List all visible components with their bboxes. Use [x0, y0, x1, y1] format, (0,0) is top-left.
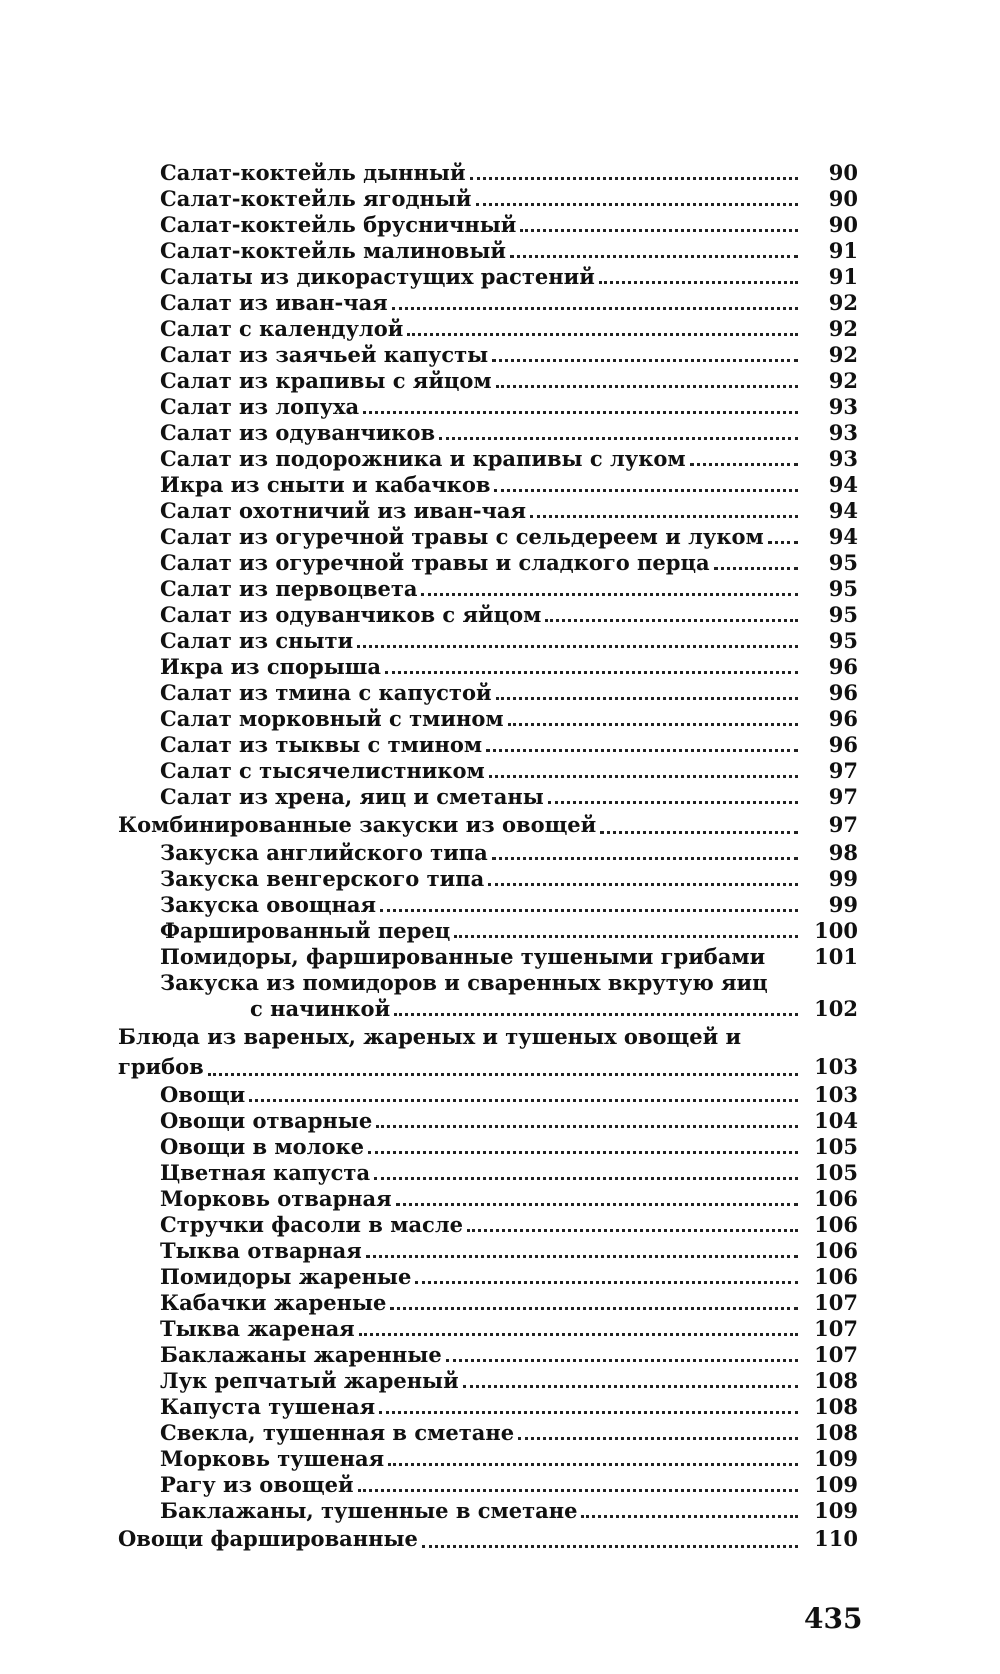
dot-leader	[518, 1427, 798, 1440]
toc-entry	[118, 918, 858, 944]
toc-entry-title: Помидоры жареные	[160, 1264, 412, 1289]
toc-entry	[118, 576, 858, 602]
toc-entry-title: Салат из первоцвета	[160, 576, 418, 601]
toc-entry-title: Лук репчатый жареный	[160, 1368, 459, 1393]
toc-entry-title: Рагу из овощей	[160, 1472, 354, 1497]
dot-leader	[492, 847, 798, 860]
dot-leader	[392, 297, 798, 310]
toc-entry-title: Морковь отварная	[160, 1186, 392, 1211]
toc-entry	[118, 1368, 858, 1394]
toc-entry-title: Салат-коктейль ягодный	[160, 186, 472, 211]
toc-entry-page: 103	[814, 1082, 858, 1107]
dot-leader	[446, 1349, 798, 1362]
toc-entry-title: Овощи отварные	[160, 1108, 373, 1133]
toc-entry-page: 106	[814, 1186, 858, 1211]
toc-entry-title: Тыква отварная	[160, 1238, 362, 1263]
toc-entry-title: Салат с тысячелистником	[160, 758, 485, 783]
toc-entry-page: 101	[814, 944, 858, 969]
toc-entry	[118, 944, 858, 970]
toc-entry-page: 105	[814, 1134, 858, 1159]
dot-leader	[407, 323, 798, 336]
toc-section-heading-continuation	[118, 1052, 858, 1082]
toc-entry-page: 106	[814, 1264, 858, 1289]
toc-entry	[118, 892, 858, 918]
dot-leader	[379, 1401, 798, 1414]
toc-entry-page: 90	[828, 160, 858, 185]
toc-entry-page: 91	[828, 264, 858, 289]
toc-entry-page: 97	[828, 758, 858, 783]
toc-entry	[118, 1316, 858, 1342]
toc-entry-page: 95	[828, 628, 858, 653]
dot-leader	[494, 479, 798, 492]
toc-entry-page: 109	[814, 1498, 858, 1523]
toc-entry-page: 99	[828, 892, 858, 917]
toc-entry-title: Салат из тыквы с тмином	[160, 732, 483, 757]
toc-entry	[118, 1498, 858, 1524]
toc-entry-title: Салат из крапивы с яйцом	[160, 368, 492, 393]
toc-entry-page: 103	[814, 1054, 858, 1079]
dot-leader	[249, 1089, 798, 1102]
toc-entry	[118, 970, 858, 996]
toc-entry-page: 107	[814, 1342, 858, 1367]
toc-entry-page: 104	[814, 1108, 858, 1133]
toc-entry-page: 99	[828, 866, 858, 891]
toc-entry-title: Салат-коктейль малиновый	[160, 238, 506, 263]
toc-entry-page: 92	[828, 342, 858, 367]
toc-entry-title: Стручки фасоли в масле	[160, 1212, 464, 1237]
dot-leader	[388, 1453, 798, 1466]
toc-entry-title: Салат из одуванчиков с яйцом	[160, 602, 542, 627]
dot-leader	[530, 505, 798, 518]
dot-leader	[476, 193, 798, 206]
toc-entry-title: Салат из подорожника и крапивы с луком	[160, 446, 686, 471]
toc-entry-title: Салат с календулой	[160, 316, 404, 341]
toc-entry	[118, 498, 858, 524]
toc-entry	[118, 840, 858, 866]
toc-entry-page: 97	[828, 784, 858, 809]
toc-entry	[118, 1160, 858, 1186]
dot-leader	[415, 1271, 798, 1284]
dot-leader	[492, 349, 798, 362]
toc-entry	[118, 866, 858, 892]
toc-entry-title: Салат охотничий из иван-чая	[160, 498, 527, 523]
toc-entry-page: 91	[828, 238, 858, 263]
toc-entry-title: Салат-коктейль брусничный	[160, 212, 517, 237]
dot-leader	[467, 1219, 798, 1232]
dot-leader	[390, 1297, 798, 1310]
toc-entry-page: 96	[828, 732, 858, 757]
toc-entry-title-continued: с начинкой	[250, 996, 391, 1021]
toc-entry	[118, 1082, 858, 1108]
dot-leader	[439, 427, 798, 440]
toc-entry-title: Морковь тушеная	[160, 1446, 385, 1471]
toc-entry-title: Закуска из помидоров и сваренных вкрутую яиц	[160, 970, 768, 995]
toc-entry-title: Салат из иван-чая	[160, 290, 388, 315]
toc-entry	[118, 654, 858, 680]
toc-entry-title: Салат из лопуха	[160, 394, 360, 419]
dot-leader	[545, 609, 798, 622]
toc-entry	[118, 1238, 858, 1264]
toc-section-heading	[118, 1022, 858, 1052]
toc-entry	[118, 602, 858, 628]
toc-entry	[118, 1446, 858, 1472]
toc-entry-page: 93	[828, 420, 858, 445]
toc-section-heading	[118, 810, 858, 840]
toc-entry-title: Комбинированные закуски из овощей	[118, 812, 597, 837]
toc-entry-page: 96	[828, 706, 858, 731]
toc-entry-title-continued: грибов	[118, 1054, 204, 1079]
toc-entry	[118, 550, 858, 576]
toc-entry-continuation	[118, 996, 858, 1022]
toc-entry-title: Салат из сныти	[160, 628, 354, 653]
dot-leader	[489, 765, 798, 778]
dot-leader	[488, 873, 798, 886]
toc-entry-page: 94	[828, 472, 858, 497]
toc-entry	[118, 758, 858, 784]
toc-entry-page: 95	[828, 550, 858, 575]
toc-entry	[118, 1134, 858, 1160]
dot-leader	[548, 791, 798, 804]
toc-entry-page: 97	[828, 812, 858, 837]
toc-entry-title: Овощи фаршированные	[118, 1526, 418, 1551]
toc-entry-page: 109	[814, 1472, 858, 1497]
toc-entry-title: Салат из огуречной травы и сладкого перца	[160, 550, 710, 575]
dot-leader	[486, 739, 798, 752]
toc-entry-page: 92	[828, 368, 858, 393]
dot-leader	[374, 1167, 798, 1180]
dot-leader	[600, 821, 798, 834]
toc-entry-page: 108	[814, 1420, 858, 1445]
toc-entry-page: 98	[828, 840, 858, 865]
toc-entry	[118, 472, 858, 498]
toc-entry	[118, 1472, 858, 1498]
toc-entry-page: 92	[828, 290, 858, 315]
toc-entry	[118, 238, 858, 264]
toc-entry-page: 106	[814, 1212, 858, 1237]
dot-leader	[510, 245, 798, 258]
table-of-contents	[118, 160, 858, 1554]
toc-entry-title: Икра из сныти и кабачков	[160, 472, 491, 497]
dot-leader	[422, 1535, 798, 1548]
dot-leader	[358, 1479, 798, 1492]
dot-leader	[385, 661, 798, 674]
toc-entry-title: Капуста тушеная	[160, 1394, 376, 1419]
dot-leader	[394, 1003, 798, 1016]
toc-entry	[118, 446, 858, 472]
dot-leader	[470, 167, 798, 180]
toc-entry	[118, 680, 858, 706]
toc-entry	[118, 368, 858, 394]
dot-leader	[357, 635, 798, 648]
toc-entry-title: Салат-коктейль дынный	[160, 160, 466, 185]
dot-leader	[581, 1505, 798, 1518]
toc-entry-title: Помидоры, фаршированные тушеными грибами	[160, 944, 766, 969]
dot-leader	[496, 375, 798, 388]
toc-entry	[118, 212, 858, 238]
dot-leader	[359, 1323, 798, 1336]
toc-entry	[118, 160, 858, 186]
toc-entry-page: 93	[828, 446, 858, 471]
toc-entry-page: 102	[814, 996, 858, 1021]
toc-entry-page: 95	[828, 576, 858, 601]
dot-leader	[768, 531, 798, 544]
toc-entry	[118, 628, 858, 654]
toc-entry-title: Салат из заячьей капусты	[160, 342, 489, 367]
dot-leader	[520, 219, 798, 232]
dot-leader	[363, 401, 798, 414]
toc-entry	[118, 1342, 858, 1368]
toc-entry-page: 90	[828, 186, 858, 211]
toc-entry-title: Салат из тмина с капустой	[160, 680, 492, 705]
toc-entry-title: Салат из огуречной травы с сельдереем и луком	[160, 524, 764, 549]
toc-entry-title: Тыква жареная	[160, 1316, 355, 1341]
toc-entry-page: 100	[814, 918, 858, 943]
toc-entry-page: 96	[828, 680, 858, 705]
toc-entry	[118, 1394, 858, 1420]
dot-leader	[454, 925, 798, 938]
toc-entry-page: 108	[814, 1394, 858, 1419]
toc-entry	[118, 1212, 858, 1238]
toc-entry-page: 107	[814, 1316, 858, 1341]
toc-entry-title: Фаршированный перец	[160, 918, 451, 943]
toc-entry-page: 95	[828, 602, 858, 627]
dot-leader	[376, 1115, 798, 1128]
toc-entry	[118, 1186, 858, 1212]
toc-entry	[118, 186, 858, 212]
toc-entry-page: 105	[814, 1160, 858, 1185]
toc-entry-title: Салат из хрена, яиц и сметаны	[160, 784, 544, 809]
toc-entry	[118, 1264, 858, 1290]
toc-entry	[118, 342, 858, 368]
toc-entry	[118, 264, 858, 290]
toc-entry-page: 96	[828, 654, 858, 679]
toc-entry	[118, 706, 858, 732]
toc-entry-page: 93	[828, 394, 858, 419]
dot-leader	[496, 687, 798, 700]
dot-leader	[396, 1193, 798, 1206]
toc-entry	[118, 420, 858, 446]
toc-entry	[118, 394, 858, 420]
toc-entry-title: Свекла, тушенная в сметане	[160, 1420, 515, 1445]
toc-entry	[118, 732, 858, 758]
toc-entry-page: 109	[814, 1446, 858, 1471]
toc-entry-page: 107	[814, 1290, 858, 1315]
toc-entry-page: 92	[828, 316, 858, 341]
toc-entry-title: Овощи	[160, 1082, 246, 1107]
dot-leader	[380, 899, 798, 912]
toc-entry-page: 94	[828, 498, 858, 523]
toc-entry	[118, 1108, 858, 1134]
toc-entry	[118, 290, 858, 316]
toc-entry-title: Закуска овощная	[160, 892, 377, 917]
toc-entry	[118, 784, 858, 810]
toc-entry	[118, 1290, 858, 1316]
toc-entry-title: Салаты из дикорастущих растений	[160, 264, 595, 289]
toc-entry	[118, 524, 858, 550]
toc-section-heading	[118, 1524, 858, 1554]
toc-entry-title: Баклажаны жаренные	[160, 1342, 442, 1367]
toc-entry-title: Салат из одуванчиков	[160, 420, 436, 445]
toc-entry-title: Закуска венгерского типа	[160, 866, 485, 891]
toc-entry-page: 94	[828, 524, 858, 549]
dot-leader	[508, 713, 798, 726]
toc-entry-page: 106	[814, 1238, 858, 1263]
page-number: 435	[804, 1602, 863, 1635]
dot-leader	[421, 583, 798, 596]
toc-entry-title: Закуска английского типа	[160, 840, 488, 865]
dot-leader	[599, 271, 798, 284]
toc-entry-title: Салат морковный с тмином	[160, 706, 504, 731]
dot-leader	[463, 1375, 798, 1388]
toc-entry-title: Блюда из вареных, жареных и тушеных овощей и	[118, 1024, 742, 1049]
toc-entry-title: Кабачки жареные	[160, 1290, 387, 1315]
dot-leader	[714, 557, 798, 570]
toc-entry-page: 110	[814, 1526, 858, 1551]
dot-leader	[690, 453, 798, 466]
toc-entry	[118, 316, 858, 342]
toc-entry-title: Баклажаны, тушенные в сметане	[160, 1498, 578, 1523]
toc-entry-title: Цветная капуста	[160, 1160, 371, 1185]
dot-leader	[208, 1063, 798, 1076]
dot-leader	[368, 1141, 798, 1154]
toc-entry-title: Овощи в молоке	[160, 1134, 364, 1159]
toc-entry-title: Икра из спорыша	[160, 654, 381, 679]
toc-entry	[118, 1420, 858, 1446]
toc-entry-page: 108	[814, 1368, 858, 1393]
toc-entry-page: 90	[828, 212, 858, 237]
dot-leader	[366, 1245, 798, 1258]
